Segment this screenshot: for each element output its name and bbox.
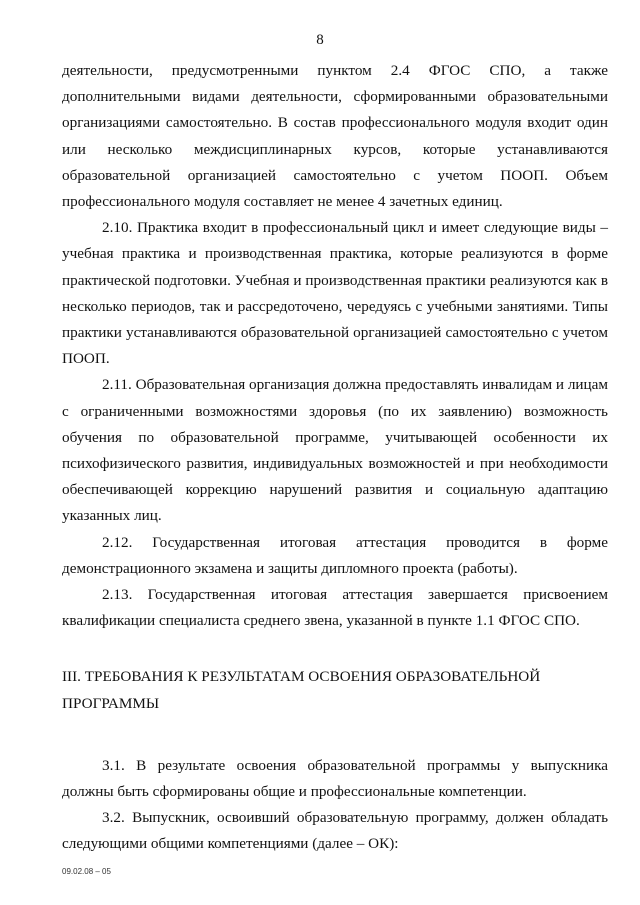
paragraph-2-11: 2.11. Образовательная организация должна предоставлять инвалидам и лицам с ограниченными возможностями здоровья (по их заявлению) возможность обучения по образовательной программе, учитывающей особенности их психофизического развития, индивидуальных возможностей и при необходимости обеспечивающей коррекцию нарушений развития и социальную адаптацию указанных лиц. <box>62 376 608 525</box>
paragraph-continuation: деятельности, предусмотренными пунктом 2.4 ФГОС СПО, а также дополнительными видами деятельности, сформированными образовательными организациями самостоятельно. В состав профессионального модуля входит один или несколько междисциплинарных курсов, которые устанавливаются образовательной организацией самостоятельно с учетом ПООП. Объем профессионального модуля составляет не менее 4 зачетных единиц. <box>62 62 608 211</box>
footer-document-code: 09.02.08 – 05 <box>62 867 111 876</box>
document-body <box>62 58 608 858</box>
paragraph-2-12: 2.12. Государственная итоговая аттестация проводится в форме демонстрационного экзамена и защиты дипломного проекта (работы). <box>62 533 608 577</box>
paragraph-2-13: 2.13. Государственная итоговая аттестация завершается присвоением квалификации специалиста среднего звена, указанной в пункте 1.1 ФГОС СПО. <box>62 586 608 630</box>
section-heading <box>62 664 608 716</box>
paragraph-3-1: 3.1. В результате освоения образовательной программы у выпускника должны быть сформированы общие и профессиональные компетенции. <box>62 756 608 801</box>
section-heading-line-2: ПРОГРАММЫ <box>62 694 160 712</box>
paragraph-3-2: 3.2. Выпускник, освоивший образовательную программу, должен обладать следующими общими компетенциями (далее – ОК): <box>62 809 608 853</box>
page-number: 8 <box>316 32 324 48</box>
paragraph-2-10: 2.10. Практика входит в профессиональный цикл и имеет следующие виды – учебная практика и производственная практика, которые реализуются в форме практической подготовки. Учебная и производственная практики реализуются как в несколько периодов, так и рассредоточено, чередуясь с учебными занятиями. Типы практики устанавливаются образовательной организацией самостоятельно с учетом ПООП. <box>62 219 608 368</box>
section-heading-line-1: III. ТРЕБОВАНИЯ К РЕЗУЛЬТАТАМ ОСВОЕНИЯ ОБРАЗОВАТЕЛЬНОЙ <box>62 668 541 686</box>
